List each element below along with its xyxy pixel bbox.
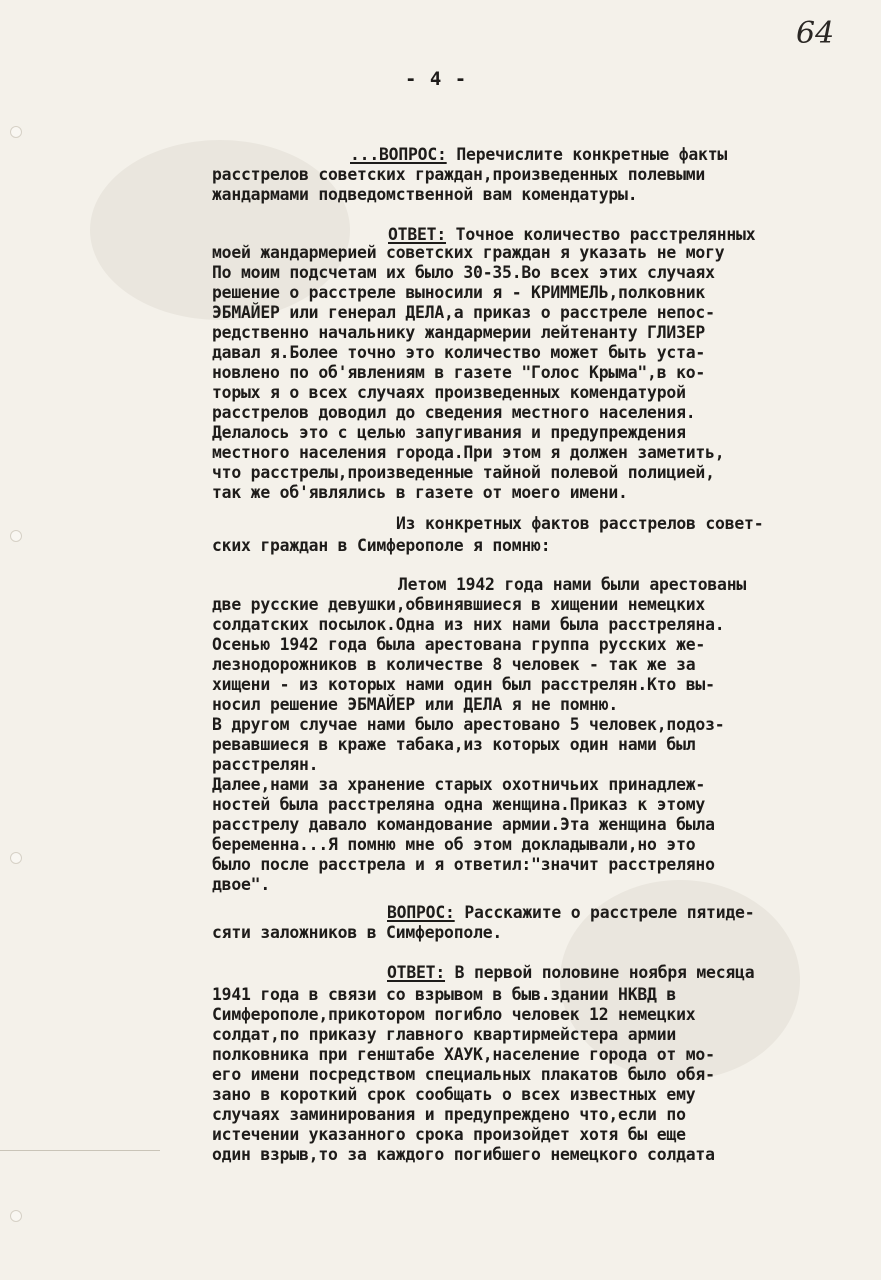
line-text: В первой половине ноября месяца xyxy=(445,963,755,982)
text-line xyxy=(212,756,318,773)
text-line xyxy=(396,515,763,532)
line-text: По моим подсчетам их было 30-35.Во всех этих случаях xyxy=(212,263,715,282)
line-text: истечении указанного срока произойдет хотя бы еще xyxy=(212,1125,686,1144)
line-text: солдатских посылок.Одна из них нами была расстреляна. xyxy=(212,615,725,634)
line-text: Делалось это с целью запугивания и предупреждения xyxy=(212,423,686,442)
text-line xyxy=(212,324,705,341)
text-line xyxy=(212,676,715,693)
text-line xyxy=(212,404,695,421)
line-text: Расскажите о расстреле пятиде- xyxy=(454,903,755,922)
text-line xyxy=(212,1066,715,1083)
line-text: торых я о всех случаях произведенных комендатурой xyxy=(212,383,686,402)
archive-page-number: 64 xyxy=(796,16,835,51)
line-text: Далее,нами за хранение старых охотничьих принадлеж- xyxy=(212,775,706,794)
text-line xyxy=(212,484,628,501)
punch-hole xyxy=(10,126,22,138)
line-text: один взрыв,то за каждого погибшего немецкого солдата xyxy=(212,1145,715,1164)
text-line xyxy=(212,1006,695,1023)
text-line xyxy=(212,616,724,633)
text-line xyxy=(212,924,502,941)
line-text: Симферополе,прикотором погибло человек 12 немецких xyxy=(212,1005,696,1024)
line-text: полковника при генштабе ХАУК,население города от мо- xyxy=(212,1045,715,1064)
line-text: хищени - из которых нами один был расстрелян.Кто вы- xyxy=(212,675,715,694)
line-text: местного населения города.При этом я должен заметить, xyxy=(212,443,725,462)
text-line xyxy=(388,226,755,243)
line-text: солдат,по приказу главного квартирмейстера армии xyxy=(212,1025,677,1044)
line-text: беременна...Я помню мне об этом докладывали,но это xyxy=(212,835,696,854)
line-text: Осенью 1942 года была арестована группа русских же- xyxy=(212,635,706,654)
line-text: было после расстрела и я ответил:"значит расстреляно xyxy=(212,855,715,874)
text-line xyxy=(212,986,676,1003)
text-line xyxy=(212,776,705,793)
line-text: лезнодорожников в количестве 8 человек - так же за xyxy=(212,655,696,674)
line-text: так же об'являлись в газете от моего имени. xyxy=(212,483,628,502)
text-line xyxy=(387,964,754,981)
text-line xyxy=(212,264,715,281)
line-text: новлено по об'явлениям в газете "Голос Крыма",в ко- xyxy=(212,363,706,382)
punch-hole xyxy=(10,530,22,542)
line-text: редственно начальнику жандармерии лейтенанту ГЛИЗЕР xyxy=(212,323,706,342)
text-line xyxy=(212,424,686,441)
section-label: ОТВЕТ: xyxy=(388,225,447,244)
line-text: что расстрелы,произведенные тайной полевой полицией, xyxy=(212,463,715,482)
line-text: жандармами подведомственной вам комендатуры. xyxy=(212,185,638,204)
text-line xyxy=(212,444,724,461)
text-line xyxy=(212,716,724,733)
text-line xyxy=(212,876,270,893)
line-text: носил решение ЭБМАЙЕР или ДЕЛА я не помню. xyxy=(212,695,619,714)
text-line xyxy=(212,1046,715,1063)
text-line xyxy=(212,284,705,301)
text-line xyxy=(212,856,715,873)
punch-hole xyxy=(10,1210,22,1222)
line-text: давал я.Более точно это количество может быть уста- xyxy=(212,343,706,362)
text-line xyxy=(212,384,686,401)
line-text: 1941 года в связи со взрывом в быв.здании НКВД в xyxy=(212,985,677,1004)
section-label: ОТВЕТ: xyxy=(387,963,446,982)
text-line xyxy=(212,1126,686,1143)
line-text: расстрелян. xyxy=(212,755,319,774)
text-line xyxy=(212,1026,676,1043)
line-text: решение о расстреле выносили я - КРИММЕЛЬ,полковник xyxy=(212,283,706,302)
line-text: его имени посредством специальных плакатов было обя- xyxy=(212,1065,715,1084)
text-line xyxy=(212,344,705,361)
line-text: расстрелов советских граждан,произведенных полевыми xyxy=(212,165,706,184)
line-text: двое". xyxy=(212,875,271,894)
text-line xyxy=(212,537,550,554)
text-line xyxy=(212,656,695,673)
text-line xyxy=(212,464,715,481)
text-line xyxy=(387,904,754,921)
text-line xyxy=(212,836,695,853)
line-text: две русские девушки,обвинявшиеся в хищении немецких xyxy=(212,595,706,614)
text-line xyxy=(212,796,705,813)
section-label: ВОПРОС: xyxy=(387,903,455,922)
line-text: моей жандармерией советских граждан я указать не могу xyxy=(212,243,725,262)
text-line xyxy=(212,696,618,713)
line-text: ностей была расстреляна одна женщина.Приказ к этому xyxy=(212,795,706,814)
text-line xyxy=(212,816,715,833)
line-text: расстрелу давало командование армии.Эта женщина была xyxy=(212,815,715,834)
line-text: зано в короткий срок сообщать о всех известных ему xyxy=(212,1085,696,1104)
page-number: - 4 - xyxy=(405,68,468,90)
line-text: случаях заминирования и предупреждено что,если по xyxy=(212,1105,686,1124)
text-line xyxy=(350,146,727,163)
text-line xyxy=(212,364,705,381)
text-line xyxy=(212,1146,715,1163)
line-text: ревавшиеся в краже табака,из которых один нами был xyxy=(212,735,696,754)
text-line xyxy=(212,1086,695,1103)
punch-hole xyxy=(10,852,22,864)
text-line xyxy=(212,596,705,613)
line-text: расстрелов доводил до сведения местного населения. xyxy=(212,403,696,422)
line-text: ЭБМАЙЕР или генерал ДЕЛА,а приказ о расстреле непос- xyxy=(212,303,715,322)
text-line xyxy=(212,736,695,753)
text-line xyxy=(212,304,715,321)
margin-line xyxy=(0,1150,160,1151)
text-line xyxy=(212,166,705,183)
text-line xyxy=(398,576,746,593)
line-text: ских граждан в Симферополе я помню: xyxy=(212,536,551,555)
line-text: В другом случае нами было арестовано 5 человек,подоз- xyxy=(212,715,725,734)
line-text: Из конкретных фактов расстрелов совет- xyxy=(396,514,764,533)
line-text: Перечислите конкретные факты xyxy=(446,145,728,164)
line-text: сяти заложников в Симферополе. xyxy=(212,923,503,942)
section-label: ...ВОПРОС: xyxy=(350,145,447,164)
text-line xyxy=(212,244,724,261)
line-text: Точное количество расстрелянных xyxy=(446,225,756,244)
text-line xyxy=(212,186,637,203)
line-text: Летом 1942 года нами были арестованы xyxy=(398,575,747,594)
text-line xyxy=(212,1106,686,1123)
text-line xyxy=(212,636,705,653)
